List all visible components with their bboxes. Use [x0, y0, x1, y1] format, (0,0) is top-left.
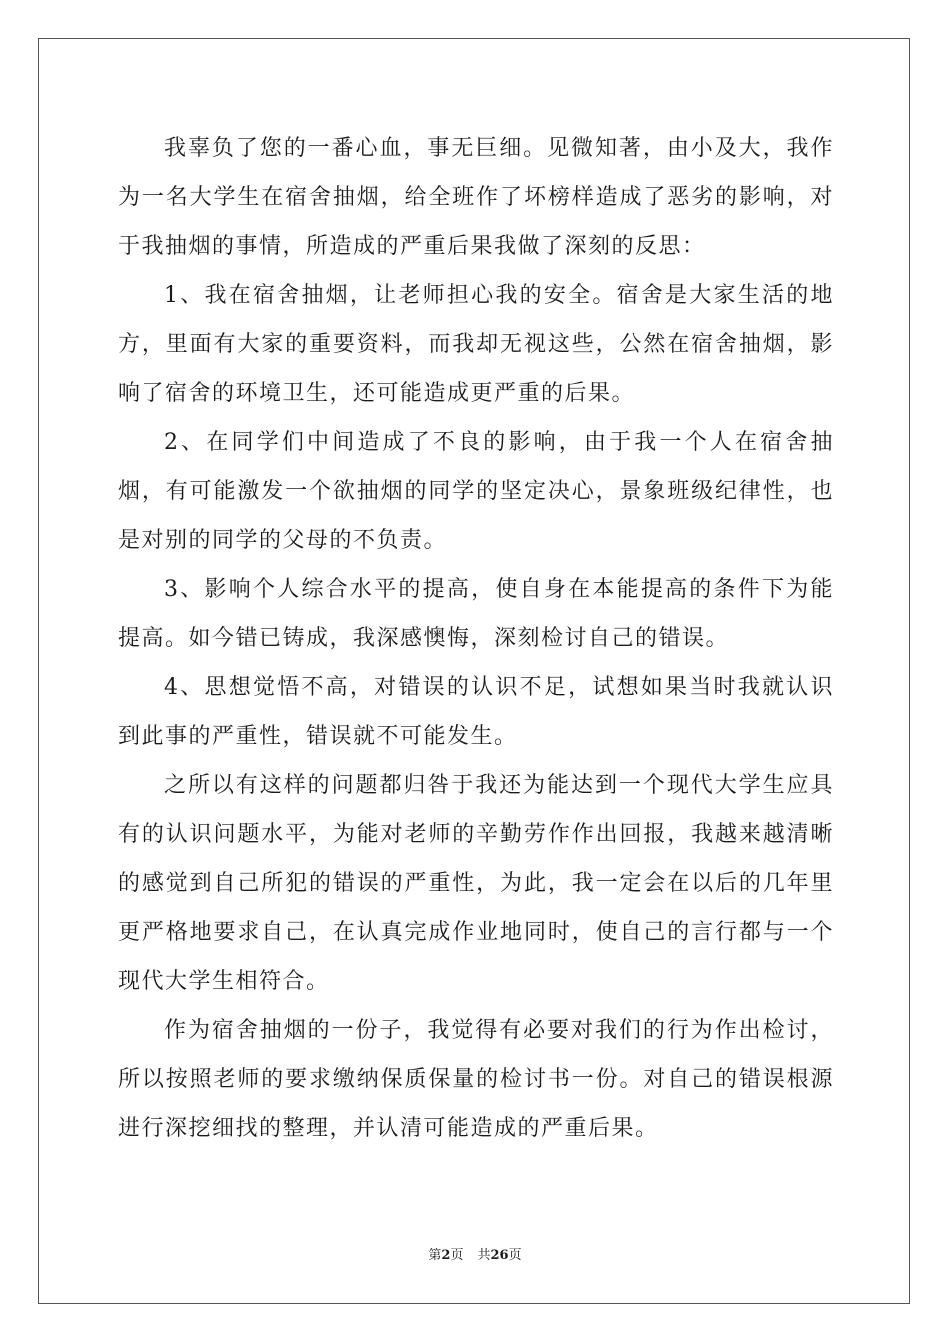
- total-prefix: 共: [477, 1248, 491, 1263]
- page-unit: 页: [450, 1248, 464, 1263]
- paragraph-point-3: 3、影响个人综合水平的提高，使自身在本能提高的条件下为能提高。如今错已铸成，我深感懊悔，深刻检讨自己的错误。: [118, 577, 834, 651]
- paragraph-conclusion: 作为宿舍抽烟的一份子，我觉得有必要对我们的行为作出检讨，所以按照老师的要求缴纳保质保量的检讨书一份。对自己的错误根源进行深挖细找的整理，并认清可能造成的严重后果。: [118, 1018, 834, 1141]
- paragraph-point-2: 2、在同学们中间造成了不良的影响，由于我一个人在宿舍抽烟，有可能激发一个欲抽烟的同学的坚定决心，景象班级纪律性，也是对别的同学的父母的不负责。: [118, 430, 834, 553]
- page-footer: [0, 1247, 950, 1265]
- paragraph-point-1: 1、我在宿舍抽烟，让老师担心我的安全。宿舍是大家生活的地方，里面有大家的重要资料，而我却无视这些，公然在宿舍抽烟，影响了宿舍的环境卫生，还可能造成更严重的后果。: [118, 283, 834, 406]
- total-pages: 26: [490, 1248, 509, 1263]
- document-body: [118, 124, 834, 1153]
- page-prefix: 第: [428, 1248, 442, 1263]
- paragraph-point-4: 4、思想觉悟不高，对错误的认识不足，试想如果当时我就认识到此事的严重性，错误就不可能发生。: [118, 675, 834, 749]
- page-number: 2: [441, 1248, 451, 1263]
- paragraph-intro: 我辜负了您的一番心血，事无巨细。见微知著，由小及大，我作为一名大学生在宿舍抽烟，给全班作了坏榜样造成了恶劣的影响，对于我抽烟的事情，所造成的严重后果我做了深刻的反思：: [118, 136, 834, 259]
- paragraph-reason: 之所以有这样的问题都归咎于我还为能达到一个现代大学生应具有的认识问题水平，为能对老师的辛勤劳作作出回报，我越来越清晰的感觉到自己所犯的错误的严重性，为此，我一定会在以后的几年里更严格地要求自己，在认真完成作业地同时，使自己的言行都与一个现代大学生相符合。: [118, 773, 834, 994]
- total-unit: 页: [508, 1248, 522, 1263]
